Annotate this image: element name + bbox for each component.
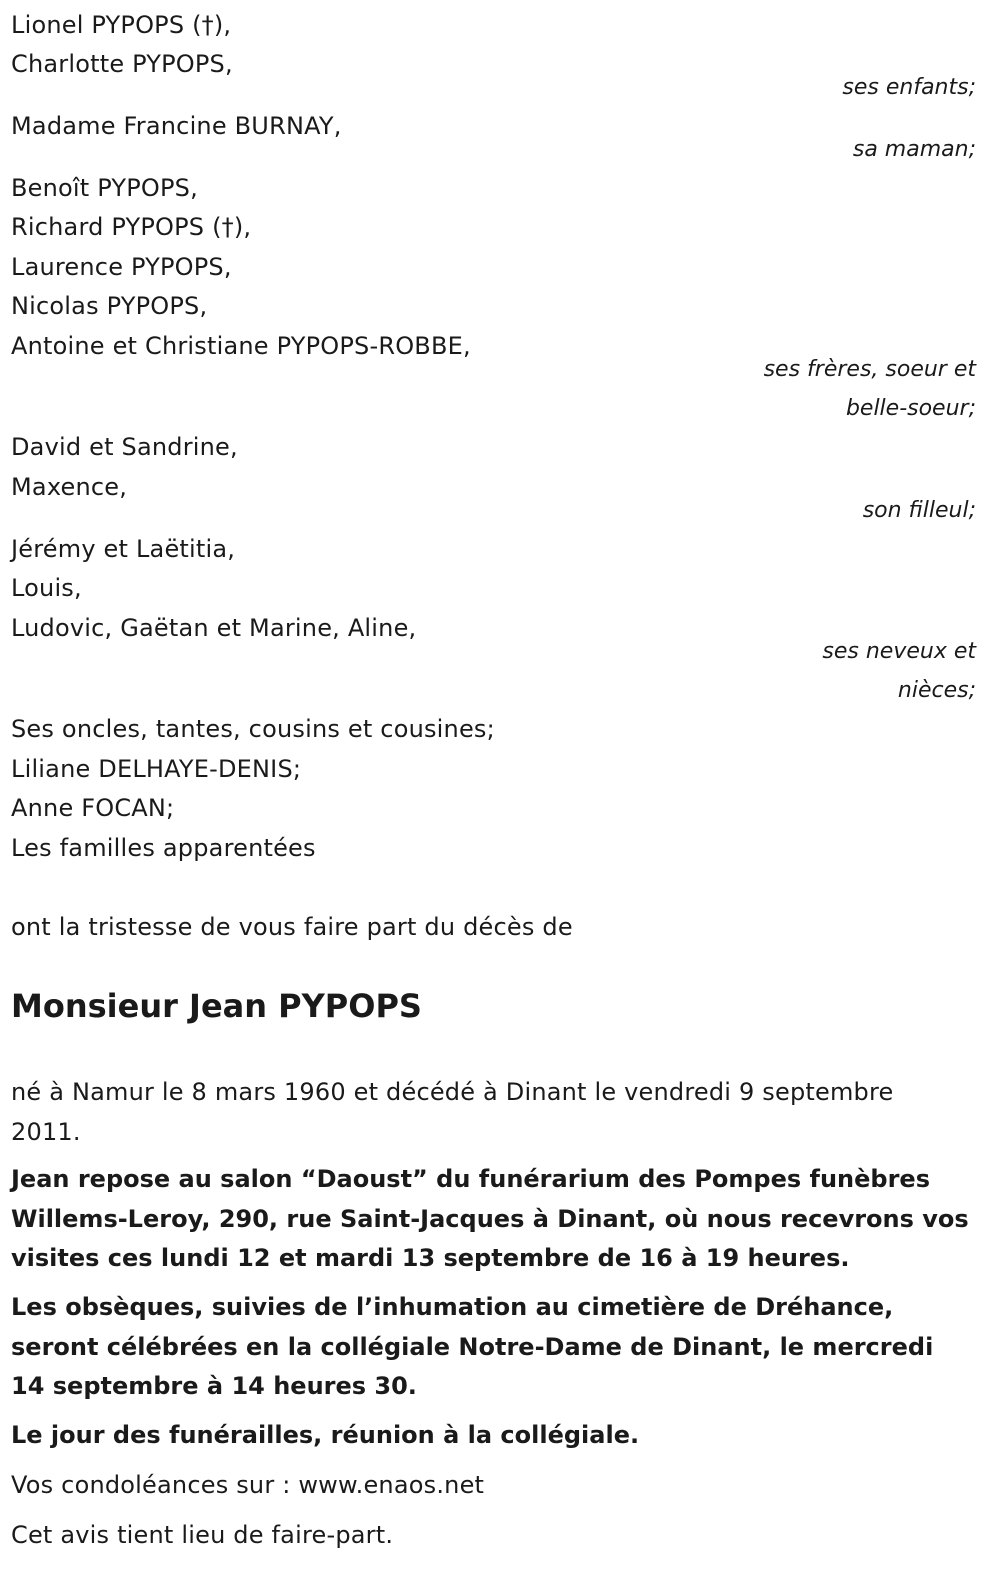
family-member: Benoît PYPOPS, bbox=[11, 174, 198, 202]
announcement-text: ont la tristesse de vous faire part du décès de bbox=[11, 913, 573, 941]
family-member: Maxence, bbox=[11, 473, 128, 501]
relation-label: son filleul; bbox=[862, 498, 976, 523]
relation-label: nièces; bbox=[897, 678, 976, 703]
family-member: Nicolas PYPOPS, bbox=[11, 292, 208, 320]
meeting-text: Le jour des funérailles, réunion à la collégiale. bbox=[11, 1421, 640, 1449]
relation-label: ses frères, soeur et bbox=[763, 357, 976, 382]
family-member: Antoine et Christiane PYPOPS-ROBBE, bbox=[11, 332, 471, 360]
condolences-text: Vos condoléances sur : www.enaos.net bbox=[11, 1471, 485, 1499]
family-member: Jérémy et Laëtitia, bbox=[11, 535, 236, 563]
family-member: David et Sandrine, bbox=[11, 433, 238, 461]
family-member: Ludovic, Gaëtan et Marine, Aline, bbox=[11, 614, 417, 642]
family-member: Anne FOCAN; bbox=[11, 794, 175, 822]
relation-label: ses enfants; bbox=[842, 75, 976, 100]
family-member: Liliane DELHAYE-DENIS; bbox=[11, 755, 302, 783]
family-member: Les familles apparentées bbox=[11, 834, 316, 862]
deceased-name: Monsieur Jean PYPOPS bbox=[11, 987, 422, 1025]
family-member: Richard PYPOPS (†), bbox=[11, 213, 252, 241]
birth-death-text: né à Namur le 8 mars 1960 et décédé à Dinant le vendredi 9 septembre 2011. bbox=[11, 1078, 894, 1146]
notice-text: Cet avis tient lieu de faire-part. bbox=[11, 1521, 394, 1549]
funeral-text: Les obsèques, suivies de l’inhumation au cimetière de Dréhance, seront célébrées en la collégiale Notre-Dame de Dinant, le mercredi 14 septembre à 14 heures 30. bbox=[11, 1293, 934, 1400]
family-member: Laurence PYPOPS, bbox=[11, 253, 232, 281]
viewing-text: Jean repose au salon “Daoust” du funérarium des Pompes funèbres Willems-Leroy, 290, rue Saint-Jacques à Dinant, où nous recevrons vos visites ces lundi 12 et mardi 13 septembre de 16 à 19 heures. bbox=[11, 1165, 969, 1272]
relation-label: belle-soeur; bbox=[845, 396, 976, 421]
family-member: Charlotte PYPOPS, bbox=[11, 50, 233, 78]
family-member: Madame Francine BURNAY, bbox=[11, 112, 342, 140]
relation-label: sa maman; bbox=[852, 137, 976, 162]
family-member: Ses oncles, tantes, cousins et cousines; bbox=[11, 715, 495, 743]
family-member: Louis, bbox=[11, 574, 82, 602]
relation-label: ses neveux et bbox=[822, 639, 976, 664]
family-member: Lionel PYPOPS (†), bbox=[11, 11, 232, 39]
